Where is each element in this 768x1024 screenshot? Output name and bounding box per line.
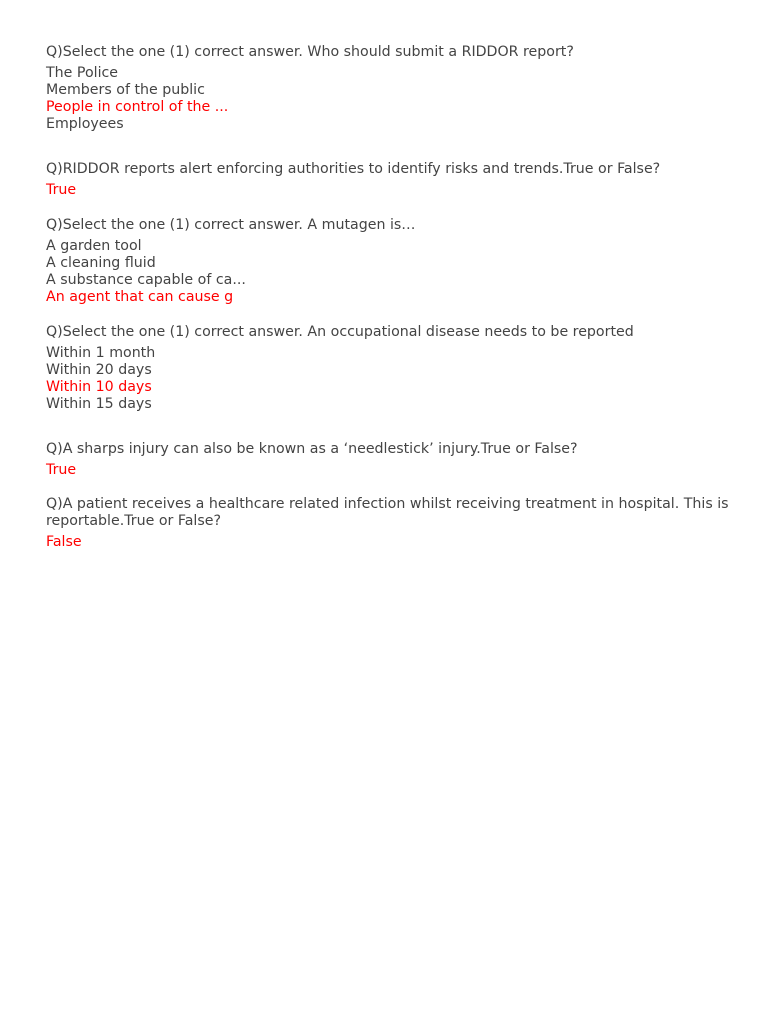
option-item: A substance capable of ca... xyxy=(46,272,246,288)
option-item: Within 15 days xyxy=(46,396,152,412)
option-list xyxy=(46,238,748,306)
option-item-correct: True xyxy=(46,462,77,478)
question-text: Q)Select the one (1) correct answer. A mutagen is… xyxy=(46,217,416,233)
option-item: Within 20 days xyxy=(46,362,152,378)
option-item: Members of the public xyxy=(46,82,205,98)
option-item-correct: False xyxy=(46,534,82,550)
option-item: A garden tool xyxy=(46,238,142,254)
question-text: Q)Select the one (1) correct answer. Who should submit a RIDDOR report? xyxy=(46,44,574,60)
option-list xyxy=(46,65,748,133)
question-block-4 xyxy=(46,324,748,413)
option-item: The Police xyxy=(46,65,119,81)
question-block-6 xyxy=(46,496,748,551)
option-list xyxy=(46,345,748,413)
question-block-1 xyxy=(46,44,748,133)
question-text: Q)A sharps injury can also be known as a ‘needlestick’ injury.True or False? xyxy=(46,441,578,457)
option-item-correct: Within 10 days xyxy=(46,379,152,395)
option-item: Within 1 month xyxy=(46,345,156,361)
option-list xyxy=(46,534,748,551)
option-list xyxy=(46,462,748,479)
question-block-5 xyxy=(46,441,748,479)
question-block-3 xyxy=(46,217,748,306)
option-item-correct: People in control of the ... xyxy=(46,99,229,115)
question-text: Q)A patient receives a healthcare related infection whilst receiving treatment in hospital. This is reportable.True or False? xyxy=(46,496,729,529)
option-item-correct: An agent that can cause g xyxy=(46,289,234,305)
question-text: Q)RIDDOR reports alert enforcing authorities to identify risks and trends.True or False? xyxy=(46,161,661,177)
question-text: Q)Select the one (1) correct answer. An occupational disease needs to be reported xyxy=(46,324,634,340)
option-list xyxy=(46,182,748,199)
question-block-2 xyxy=(46,161,748,199)
option-item-correct: True xyxy=(46,182,77,198)
option-item: Employees xyxy=(46,116,124,132)
option-item: A cleaning fluid xyxy=(46,255,156,271)
